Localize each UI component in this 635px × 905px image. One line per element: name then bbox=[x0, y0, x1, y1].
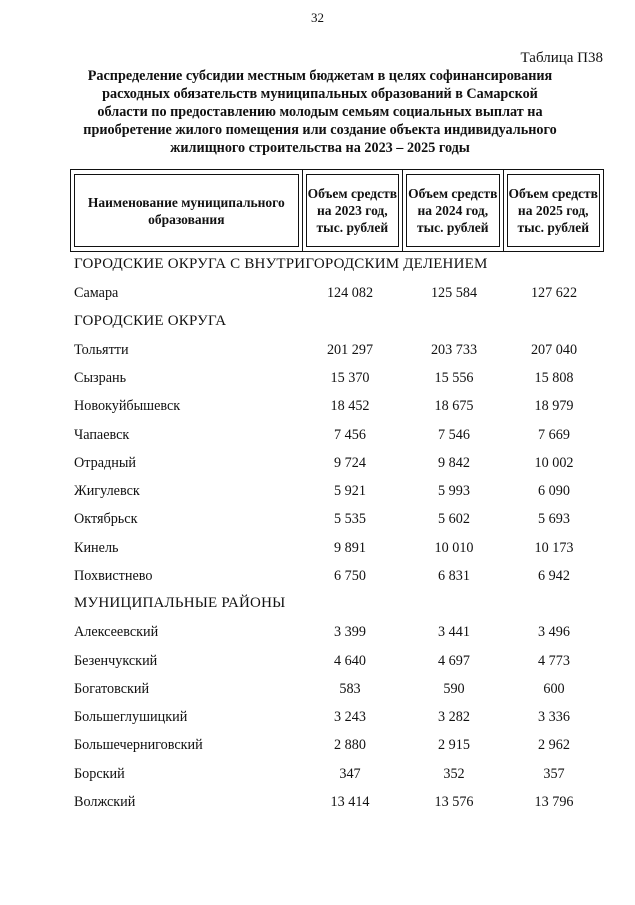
title-line: расходных обязательств муниципальных образований в Самарской bbox=[102, 86, 538, 102]
municipality-name: Октябрьск bbox=[74, 511, 138, 528]
municipality-name: Сызрань bbox=[74, 370, 127, 386]
value-2023: 2 880 bbox=[334, 737, 366, 754]
municipality-name: Отрадный bbox=[74, 454, 136, 471]
value-2024: 3 282 bbox=[438, 709, 470, 725]
value-2025: 357 bbox=[543, 765, 565, 782]
municipality-name: Похвистнево bbox=[74, 567, 153, 584]
municipality-name: Жигулевск bbox=[74, 483, 140, 499]
value-2025: 15 808 bbox=[534, 370, 574, 386]
value-2023: 18 452 bbox=[330, 398, 370, 415]
value-2024: 5 602 bbox=[438, 511, 470, 528]
value-2023: 3 243 bbox=[334, 709, 366, 725]
table-reference: Таблица П38 bbox=[520, 50, 603, 66]
value-2023: 13 414 bbox=[330, 793, 370, 810]
title-line: области по предоставлению молодым семьям социальных выплат на bbox=[97, 104, 543, 120]
municipality-name: Большечерниговский bbox=[74, 737, 203, 754]
value-2025: 3 336 bbox=[538, 709, 570, 725]
value-2025: 6 090 bbox=[538, 483, 570, 499]
header-2024-label: Объем средств на 2024 год, тыс. рублей bbox=[408, 186, 498, 235]
value-2024: 2 915 bbox=[438, 737, 470, 754]
title-line: жилищного строительства на 2023 – 2025 годы bbox=[170, 140, 470, 156]
value-2024: 203 733 bbox=[430, 341, 478, 358]
title-line: приобретение жилого помещения или создание объекта индивидуального bbox=[83, 122, 557, 138]
municipality-name: Большеглушицкий bbox=[74, 709, 188, 725]
table-row bbox=[0, 737, 635, 757]
table-row bbox=[0, 370, 635, 390]
municipality-name: Волжский bbox=[74, 793, 136, 810]
header-2023-label: Объем средств на 2023 год, тыс. рублей bbox=[307, 186, 398, 235]
value-2025: 13 796 bbox=[534, 793, 574, 810]
municipality-name: Богатовский bbox=[74, 680, 150, 697]
section-heading: ГОРОДСКИЕ ОКРУГА bbox=[74, 312, 227, 329]
table-row bbox=[0, 540, 635, 560]
document-title bbox=[70, 67, 570, 157]
header-2025-label: Объем средств на 2025 год, тыс. рублей bbox=[508, 186, 598, 235]
value-2024: 7 546 bbox=[438, 426, 470, 443]
municipality-name: Чапаевск bbox=[74, 426, 130, 443]
municipality-name: Тольятти bbox=[74, 341, 129, 358]
value-2024: 9 842 bbox=[438, 454, 470, 471]
table-row bbox=[0, 624, 635, 644]
value-2024: 590 bbox=[443, 680, 465, 697]
value-2024: 4 697 bbox=[438, 652, 470, 669]
value-2025: 207 040 bbox=[530, 341, 578, 358]
value-2025: 4 773 bbox=[538, 652, 570, 669]
municipality-name: Безенчукский bbox=[74, 652, 158, 669]
table-row bbox=[0, 794, 635, 814]
value-2023: 3 399 bbox=[334, 624, 366, 641]
value-2025: 6 942 bbox=[538, 567, 570, 584]
value-2024: 125 584 bbox=[430, 285, 478, 302]
header-cell-2024 bbox=[403, 170, 503, 252]
header-name-label: Наименование муниципального образования bbox=[87, 194, 285, 227]
value-2023: 201 297 bbox=[326, 341, 374, 358]
value-2023: 124 082 bbox=[326, 285, 374, 302]
municipality-name: Самара bbox=[74, 285, 119, 302]
table-row bbox=[0, 709, 635, 729]
table-row bbox=[0, 681, 635, 701]
value-2023: 5 535 bbox=[334, 511, 366, 528]
value-2025: 10 002 bbox=[534, 454, 574, 471]
value-2025: 2 962 bbox=[538, 737, 570, 754]
municipality-name: Новокуйбышевск bbox=[74, 398, 181, 415]
value-2024: 10 010 bbox=[434, 539, 474, 556]
value-2024: 5 993 bbox=[438, 483, 470, 499]
header-cell-2025 bbox=[503, 170, 604, 252]
section-heading: МУНИЦИПАЛЬНЫЕ РАЙОНЫ bbox=[74, 595, 286, 611]
municipality-name: Кинель bbox=[74, 539, 119, 556]
value-2024: 3 441 bbox=[438, 624, 470, 641]
table-row bbox=[0, 766, 635, 786]
value-2024: 13 576 bbox=[434, 793, 474, 810]
header-cell-name bbox=[71, 170, 303, 252]
table-row bbox=[0, 568, 635, 588]
table-row bbox=[0, 427, 635, 447]
table-row bbox=[0, 511, 635, 531]
value-2025: 10 173 bbox=[534, 539, 574, 556]
value-2023: 583 bbox=[339, 680, 361, 697]
value-2023: 7 456 bbox=[334, 426, 366, 443]
municipality-name: Алексеевский bbox=[74, 624, 159, 641]
municipality-name: Борский bbox=[74, 765, 125, 782]
table-header bbox=[70, 169, 604, 252]
table-row bbox=[0, 653, 635, 673]
value-2024: 6 831 bbox=[438, 567, 470, 584]
table-row bbox=[0, 285, 635, 305]
value-2025: 5 693 bbox=[538, 511, 570, 528]
header-cell-2023 bbox=[302, 170, 402, 252]
value-2023: 6 750 bbox=[334, 567, 366, 584]
value-2024: 352 bbox=[443, 765, 465, 782]
value-2025: 7 669 bbox=[538, 426, 570, 443]
table-row bbox=[0, 342, 635, 362]
title-line: Распределение субсидии местным бюджетам в целях софинансирования bbox=[87, 68, 553, 84]
value-2023: 4 640 bbox=[334, 652, 366, 669]
value-2025: 18 979 bbox=[534, 398, 574, 415]
value-2023: 9 891 bbox=[334, 539, 366, 556]
value-2024: 18 675 bbox=[434, 398, 474, 415]
value-2025: 600 bbox=[543, 680, 565, 697]
value-2023: 347 bbox=[339, 765, 361, 782]
value-2025: 3 496 bbox=[538, 624, 570, 641]
value-2025: 127 622 bbox=[530, 285, 578, 302]
page-number: 32 bbox=[311, 10, 324, 25]
table-row bbox=[0, 483, 635, 503]
value-2023: 9 724 bbox=[334, 454, 366, 471]
value-2023: 15 370 bbox=[330, 370, 370, 386]
section-heading: ГОРОДСКИЕ ОКРУГА С ВНУТРИГОРОДСКИМ ДЕЛЕНИЕМ bbox=[74, 256, 488, 272]
value-2023: 5 921 bbox=[334, 483, 366, 499]
table-row bbox=[0, 398, 635, 418]
value-2024: 15 556 bbox=[434, 370, 474, 386]
table-row bbox=[0, 455, 635, 475]
